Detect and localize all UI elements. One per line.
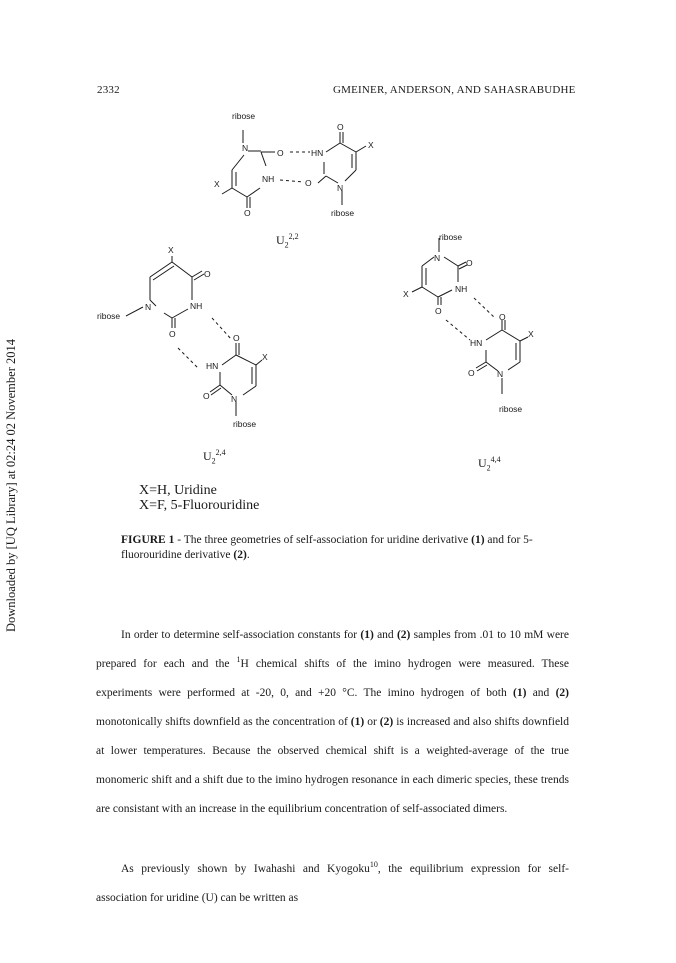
page-number: 2332	[97, 84, 120, 96]
atom-n: N	[497, 369, 504, 379]
atom-hn: HN	[470, 338, 483, 348]
ribose-label: ribose	[331, 208, 355, 218]
u22-right-ring	[318, 132, 366, 205]
figure-caption: FIGURE 1 - The three geometries of self-association for uridine derivative (1) and for 5-fluorouridine derivative (2).	[121, 534, 533, 561]
body-paragraph-2: As previously shown by Iwahashi and Kyogoku$^{10}$, the equilibrium expression for self-association for uridine (U) can be written as	[96, 860, 569, 904]
ribose-label: ribose	[97, 311, 121, 321]
ribose-label: ribose	[232, 111, 256, 121]
atom-n: N	[145, 302, 152, 312]
atom-o: O	[233, 333, 240, 343]
download-watermark: Downloaded by [UQ Library] at 02:24 02 November 2014	[4, 339, 18, 632]
atom-n: N	[242, 143, 249, 153]
u24-bottom-ring	[210, 343, 262, 416]
atom-o: O	[499, 312, 506, 322]
u24-top-ring	[126, 256, 204, 328]
ribose-label: ribose	[499, 404, 523, 414]
atom-x: X	[403, 289, 409, 299]
running-title: GMEINER, ANDERSON, AND SAHASRABUDHE	[333, 84, 576, 96]
atom-nh: NH	[262, 174, 275, 184]
figure-legend	[139, 483, 259, 513]
atom-o: O	[468, 368, 475, 378]
atom-o: O	[169, 329, 176, 339]
atom-hn: HN	[311, 148, 324, 158]
atom-o: O	[435, 306, 442, 316]
dimer-label-u22: $U_2^{2,2}$	[276, 232, 299, 250]
atom-o: O	[244, 208, 251, 218]
atom-o: O	[277, 148, 284, 158]
atom-hn: HN	[206, 361, 219, 371]
atom-o: O	[466, 258, 473, 268]
atom-x: X	[368, 140, 374, 150]
dimer-label-u44: $U_2^{4,4}$	[478, 455, 501, 473]
atom-x: X	[168, 245, 174, 255]
atom-o: O	[204, 269, 211, 279]
legend-line-2: X=F, 5-Fluorouridine	[139, 498, 260, 513]
atom-n: N	[337, 183, 344, 193]
ribose-label: ribose	[439, 232, 463, 242]
atom-x: X	[214, 179, 220, 189]
legend-line-1: X=H, Uridine	[139, 483, 217, 498]
u22-left-ring	[222, 130, 275, 208]
atom-x: X	[528, 329, 534, 339]
atom-o: O	[305, 178, 312, 188]
atom-o: O	[203, 391, 210, 401]
atom-nh: NH	[455, 284, 468, 294]
atom-o: O	[337, 122, 344, 132]
ribose-label: ribose	[233, 419, 257, 429]
u44-top-ring	[412, 238, 467, 305]
atom-n: N	[231, 394, 238, 404]
body-paragraph-1: In order to determine self-association constants for (1) and (2) samples from .01 to 10 mM were prepared for each and the $^1$H chemical shifts of the imino hydrogen were measured. These experiments were performed at -20, 0, and +20 °C. The imino hydrogen of both (1) and (2) monotonically shifts downfield as the concentration of (1) or (2) is increased and also shifts downfield at lower temperatures. Because the observed chemical shift is a weighted-average of the true monomeric shift and a shift due to the imino hydrogen resonance in each dimeric species, these trends are consistant with an increase in the equilibrium concentration of self-associated dimers.	[96, 629, 569, 815]
dimer-label-u24: $U_2^{2,4}$	[203, 448, 226, 466]
atom-n: N	[434, 253, 441, 263]
atom-x: X	[262, 352, 268, 362]
u44-bottom-ring	[476, 320, 528, 394]
atom-nh: NH	[190, 301, 203, 311]
caption-label: FIGURE 1	[121, 534, 175, 546]
